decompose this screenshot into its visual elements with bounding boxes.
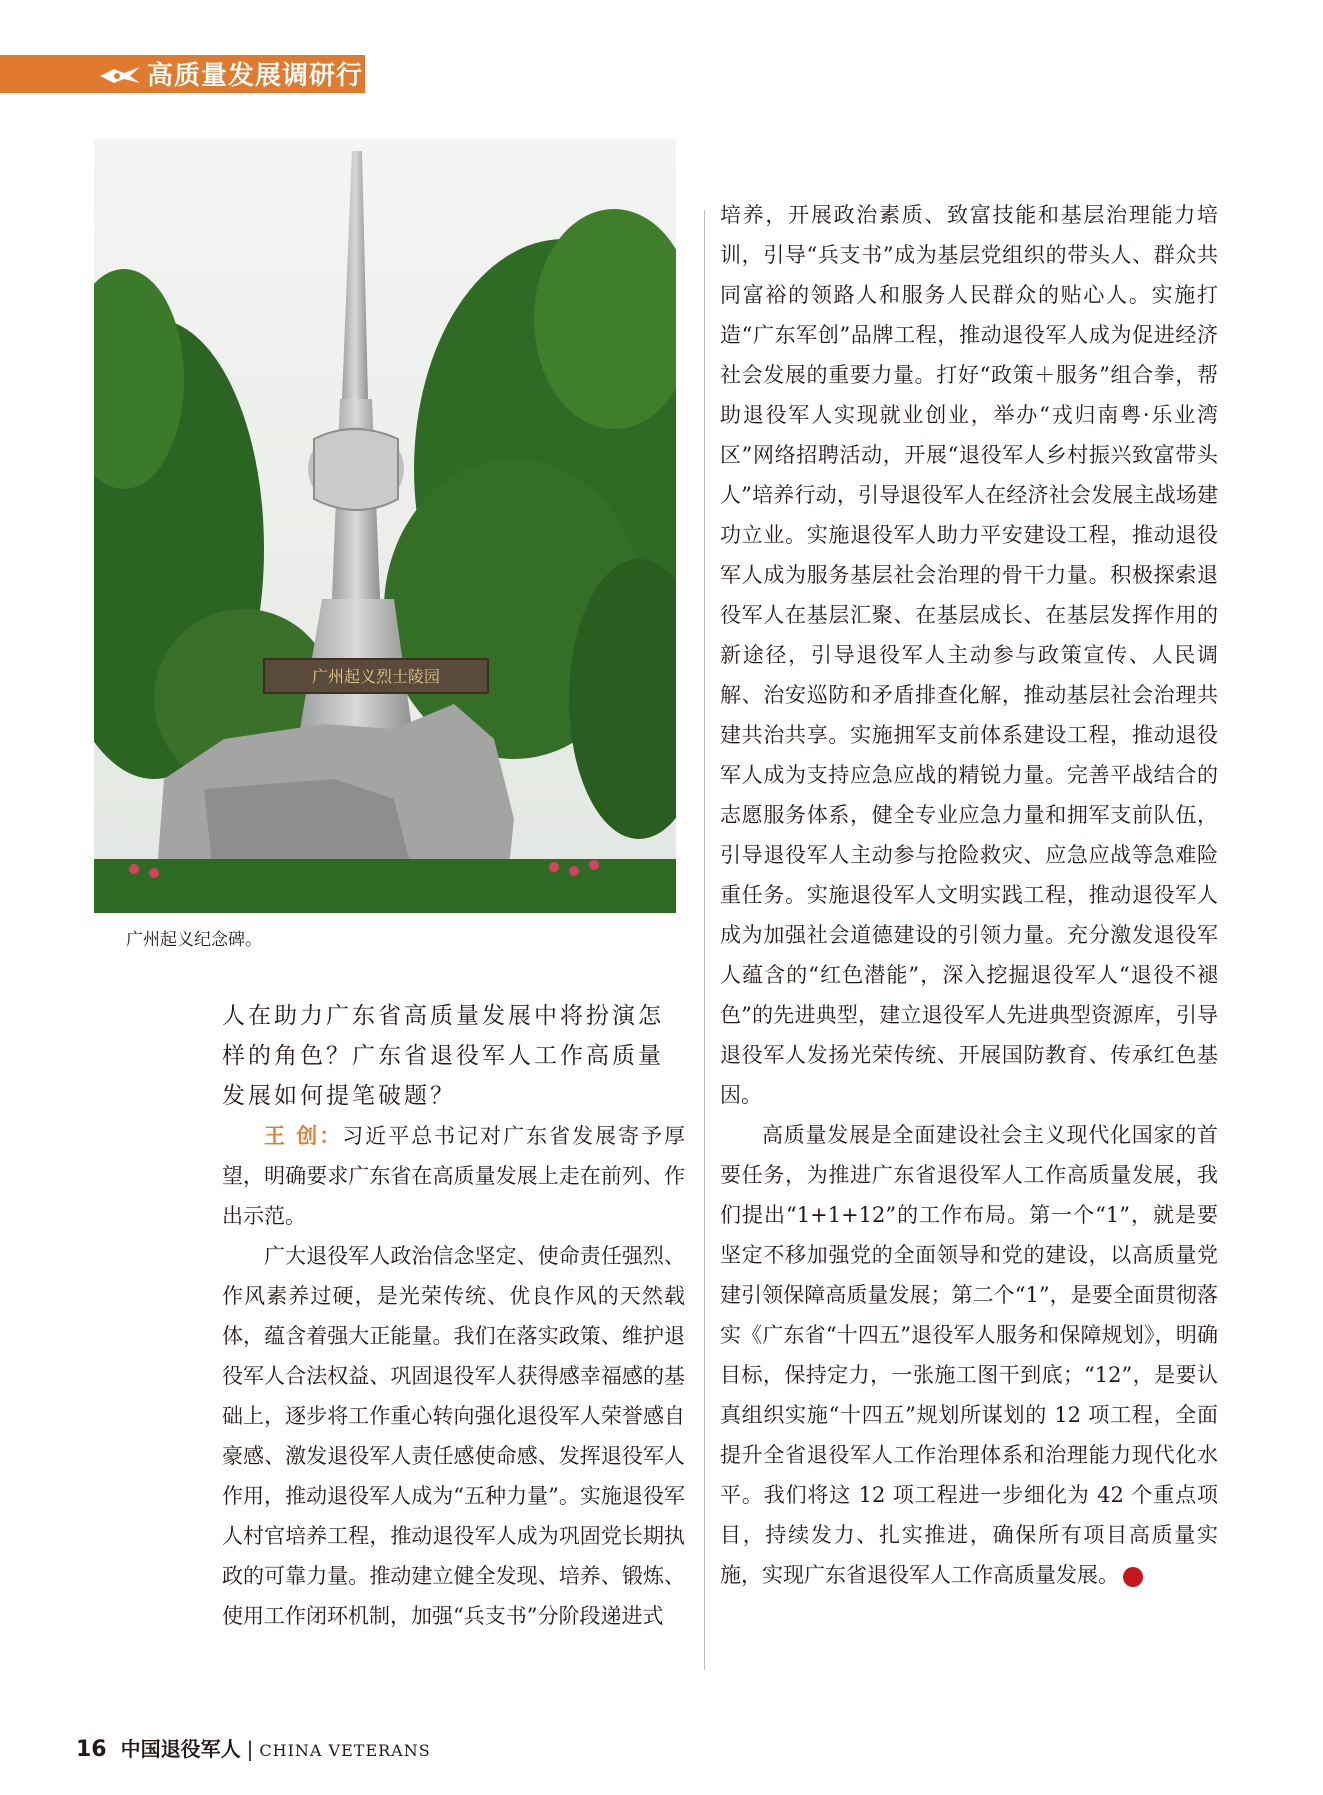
column-divider [704,210,705,1670]
footer-separator: | [246,1737,254,1761]
veteran-logo-icon [98,64,142,86]
photo-caption: 广州起义纪念碑。 [126,930,262,950]
monument-inscription: 广州起义烈士陵园 [311,667,441,686]
answer-intro [222,1116,685,1236]
magazine-name-cn: 中国退役军人 [120,1737,241,1761]
right-paragraph-2 [720,1115,1218,1595]
right-column [720,195,1218,1595]
page-footer [76,1733,431,1762]
magazine-name-en: CHINA VETERANS [259,1741,431,1760]
section-title: 高质量发展调研行 [147,61,364,91]
end-mark-icon: V [1123,1567,1143,1587]
answer-intro-text: 习近平总书记对广东省发展寄予厚望，明确要求广东省在高质量发展上走在前列、作出示范。 [222,1124,686,1228]
monument-photo [94,139,676,913]
left-paragraph: 广大退役军人政治信念坚定、使命责任强烈、作风素养过硬，是光荣传统、优良作风的天然载体，蕴含着强大正能量。我们在落实政策、维护退役军人合法权益、巩固退役军人获得感幸福感的基础上，逐步将工作重心转向强化退役军人荣誉感自豪感、激发退役军人责任感使命感、发挥退役军人作用，推动退役军人成为“五种力量”。实施退役军人村官培养工程，推动退役军人成为巩固党长期执政的可靠力量。推动建立健全发现、培养、锻炼、使用工作闭环机制，加强“兵支书”分阶段递进式 [222,1244,685,1628]
interview-question: 人在助力广东省高质量发展中将扮演怎样的角色？广东省退役军人工作高质量发展如何提笔破题？ [222,1003,664,1109]
left-column [222,1116,685,1636]
page-number: 16 [76,1737,107,1762]
right-paragraph-1: 培养，开展政治素质、致富技能和基层治理能力培训，引导“兵支书”成为基层党组织的带头人、群众共同富裕的领路人和服务人民群众的贴心人。实施打造“广东军创”品牌工程，推动退役军人成为促进经济社会发展的重要力量。打好“政策＋服务”组合拳，帮助退役军人实现就业创业，举办“戎归南粤·乐业湾区”网络招聘活动，开展“退役军人乡村振兴致富带头人”培养行动，引导退役军人在经济社会发展主战场建功立业。实施退役军人助力平安建设工程，推动退役军人成为服务基层社会治理的骨干力量。积极探索退役军人在基层汇聚、在基层成长、在基层发挥作用的新途径，引导退役军人主动参与政策宣传、人民调解、治安巡防和矛盾排查化解，推动基层社会治理共建共治共享。实施拥军支前体系建设工程，推动退役军人成为支持应急应战的精锐力量。完善平战结合的志愿服务体系，健全专业应急力量和拥军支前队伍，引导退役军人主动参与抢险救灾、应急应战等急难险重任务。实施退役军人文明实践工程，推动退役军人成为加强社会道德建设的引领力量。充分激发退役军人蕴含的“红色潜能”，深入挖掘退役军人“退役不褪色”的先进典型，建立退役军人先进典型资源库，引导退役军人发扬光荣传统、开展国防教育、传承红色基因。 [720,203,1218,1107]
speaker-name: 王 创： [264,1124,343,1148]
right-paragraph-2-text: 高质量发展是全面建设社会主义现代化国家的首要任务，为推进广东省退役军人工作高质量发展，我们提出“1+1+12”的工作布局。第一个“1”，就是要坚定不移加强党的全面领导和党的建设，以高质量党建引领保障高质量发展；第二个“1”，是要全面贯彻落实《广东省“十四五”退役军人服务和保障规划》，明确目标，保持定力，一张施工图干到底；“12”，是要认真组织实施“十四五”规划所谋划的 12 项工程，全面提升全省退役军人工作治理体系和治理能力现代化水平。我们将这 12 项工程进一步细化为 42 个重点项目，持续发力、扎实推进，确保所有项目高质量实施，实现广东省退役军人工作高质量发展。 [720,1123,1218,1587]
